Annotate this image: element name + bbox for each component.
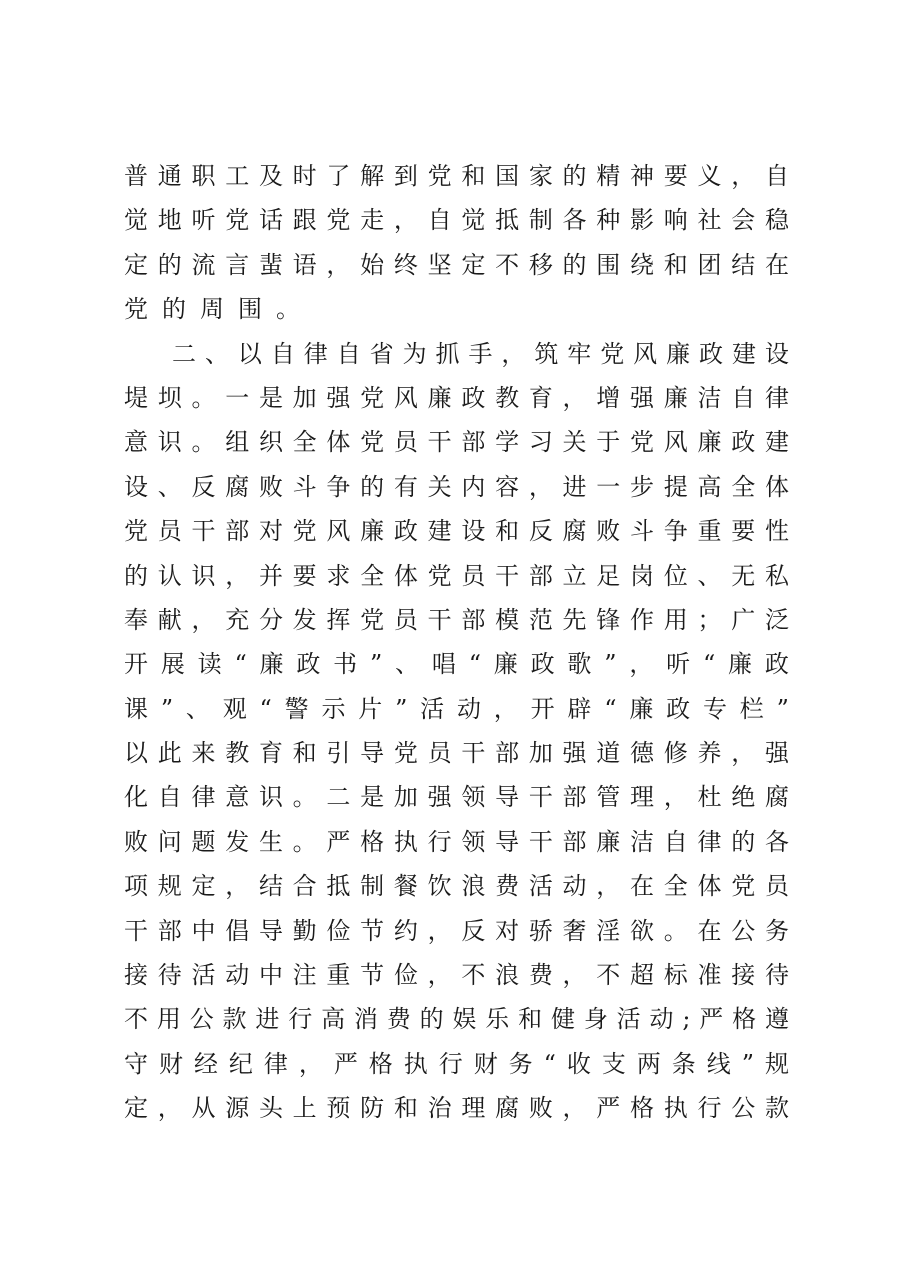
text-line: 以 此 来 教 育 和 引 导 党 员 干 部 加 强 道 德 修 养 ， 强 [124,739,789,768]
text-line: 定 ， 从 源 头 上 预 防 和 治 理 腐 败 ， 严 格 执 行 公 款 [124,1094,789,1123]
text-line: 败 问 题 发 生 。 严 格 执 行 领 导 干 部 廉 洁 自 律 的 各 [124,827,789,856]
text-line: 接 待 活 动 中 注 重 节 俭 ， 不 浪 费 ， 不 超 标 准 接 待 [124,961,789,990]
text-line: 开 展 读 “ 廉 政 书 ” 、 唱 “ 廉 政 歌 ” ， 听 “ 廉 政 [124,650,789,679]
text-line: 的 认 识 ， 并 要 求 全 体 党 员 干 部 立 足 岗 位 、 无 私 [124,561,789,590]
text-line: 守 财 经 纪 律 ， 严 格 执 行 财 务 “ 收 支 两 条 线 ” 规 [124,1049,789,1078]
text-line: 课 ” 、 观 “ 警 示 片 ” 活 动 ， 开 辟 “ 廉 政 专 栏 ” [124,694,789,723]
body-text [124,154,789,1131]
text-line: 定 的 流 言 蜚 语 ， 始 终 坚 定 不 移 的 围 绕 和 团 结 在 [124,250,789,279]
text-line: 堤 坝 。 一 是 加 强 党 风 廉 政 教 育 ， 增 强 廉 洁 自 律 [124,383,789,412]
text-line: 普 通 职 工 及 时 了 解 到 党 和 国 家 的 精 神 要 义 ， 自 [124,162,789,190]
text-line: 干 部 中 倡 导 勤 俭 节 约 ， 反 对 骄 奢 淫 欲 。 在 公 务 [124,916,789,945]
text-line: 觉 地 听 党 话 跟 党 走 ， 自 觉 抵 制 各 种 影 响 社 会 稳 [124,206,789,235]
section-heading-line: 二 、 以 自 律 自 省 为 抓 手 ， 筑 牢 党 风 廉 政 建 设 [172,339,789,368]
text-line: 意 识 。 组 织 全 体 党 员 干 部 学 习 关 于 党 风 廉 政 建 [124,428,789,457]
text-line: 化 自 律 意 识 。 二 是 加 强 领 导 干 部 管 理 ， 杜 绝 腐 [124,783,789,812]
text-line: 设 、 反 腐 败 斗 争 的 有 关 内 容 ， 进 一 步 提 高 全 体 [124,472,789,501]
text-line: 项 规 定 ， 结 合 抵 制 餐 饮 浪 费 活 动 ， 在 全 体 党 员 [124,872,789,901]
text-line: 奉 献 ， 充 分 发 挥 党 员 干 部 模 范 先 锋 作 用 ； 广 泛 [124,605,789,634]
text-line: 党的周围。 [124,295,314,324]
text-line: 党 员 干 部 对 党 风 廉 政 建 设 和 反 腐 败 斗 争 重 要 性 [124,517,789,546]
text-line: 不 用 公 款 进 行 高 消 费 的 娱 乐 和 健 身 活 动 ; 严 格 遵 [124,1005,789,1034]
